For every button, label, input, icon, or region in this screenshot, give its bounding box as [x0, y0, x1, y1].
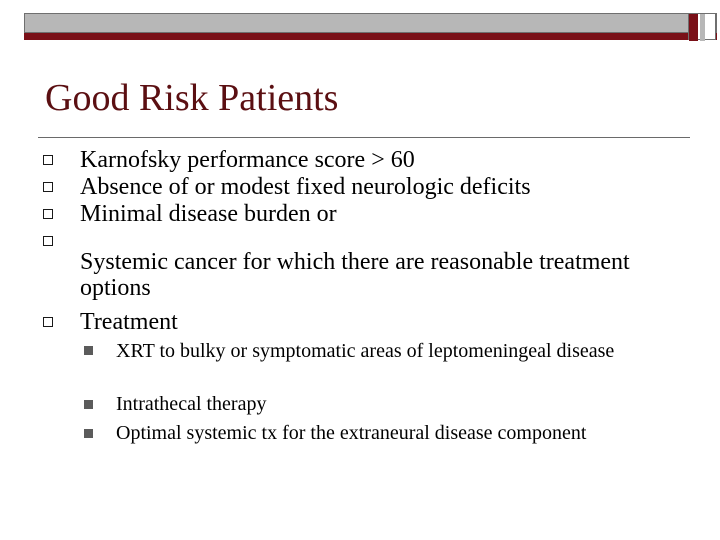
bullet-item: Systemic cancer for which there are reasonable treatment options	[80, 249, 630, 301]
hollow-square-bullet-icon	[43, 317, 53, 327]
bullet-item: Karnofsky performance score > 60	[80, 147, 415, 173]
title-divider	[38, 137, 690, 138]
filled-square-bullet-icon	[84, 429, 93, 438]
filled-square-bullet-icon	[84, 400, 93, 409]
sub-bullet-item: XRT to bulky or symptomatic areas of leptomeningeal disease	[116, 340, 615, 362]
hollow-square-bullet-icon	[43, 236, 53, 246]
hollow-square-bullet-icon	[43, 182, 53, 192]
corner-gray-block	[700, 14, 705, 41]
header-corner-box	[688, 13, 716, 40]
sub-bullet-item: Intrathecal therapy	[116, 393, 267, 415]
bullet-item: Absence of or modest fixed neurologic deficits	[80, 174, 531, 200]
header-maroon-bar	[24, 33, 717, 40]
sub-bullet-item: Optimal systemic tx for the extraneural disease component	[116, 422, 587, 444]
filled-square-bullet-icon	[84, 346, 93, 355]
corner-maroon-block	[689, 14, 698, 41]
hollow-square-bullet-icon	[43, 209, 53, 219]
slide-title: Good Risk Patients	[45, 77, 339, 119]
bullet-item: Treatment	[80, 309, 178, 335]
hollow-square-bullet-icon	[43, 155, 53, 165]
bullet-item: Minimal disease burden or	[80, 201, 337, 227]
header-gray-bar	[24, 13, 717, 33]
